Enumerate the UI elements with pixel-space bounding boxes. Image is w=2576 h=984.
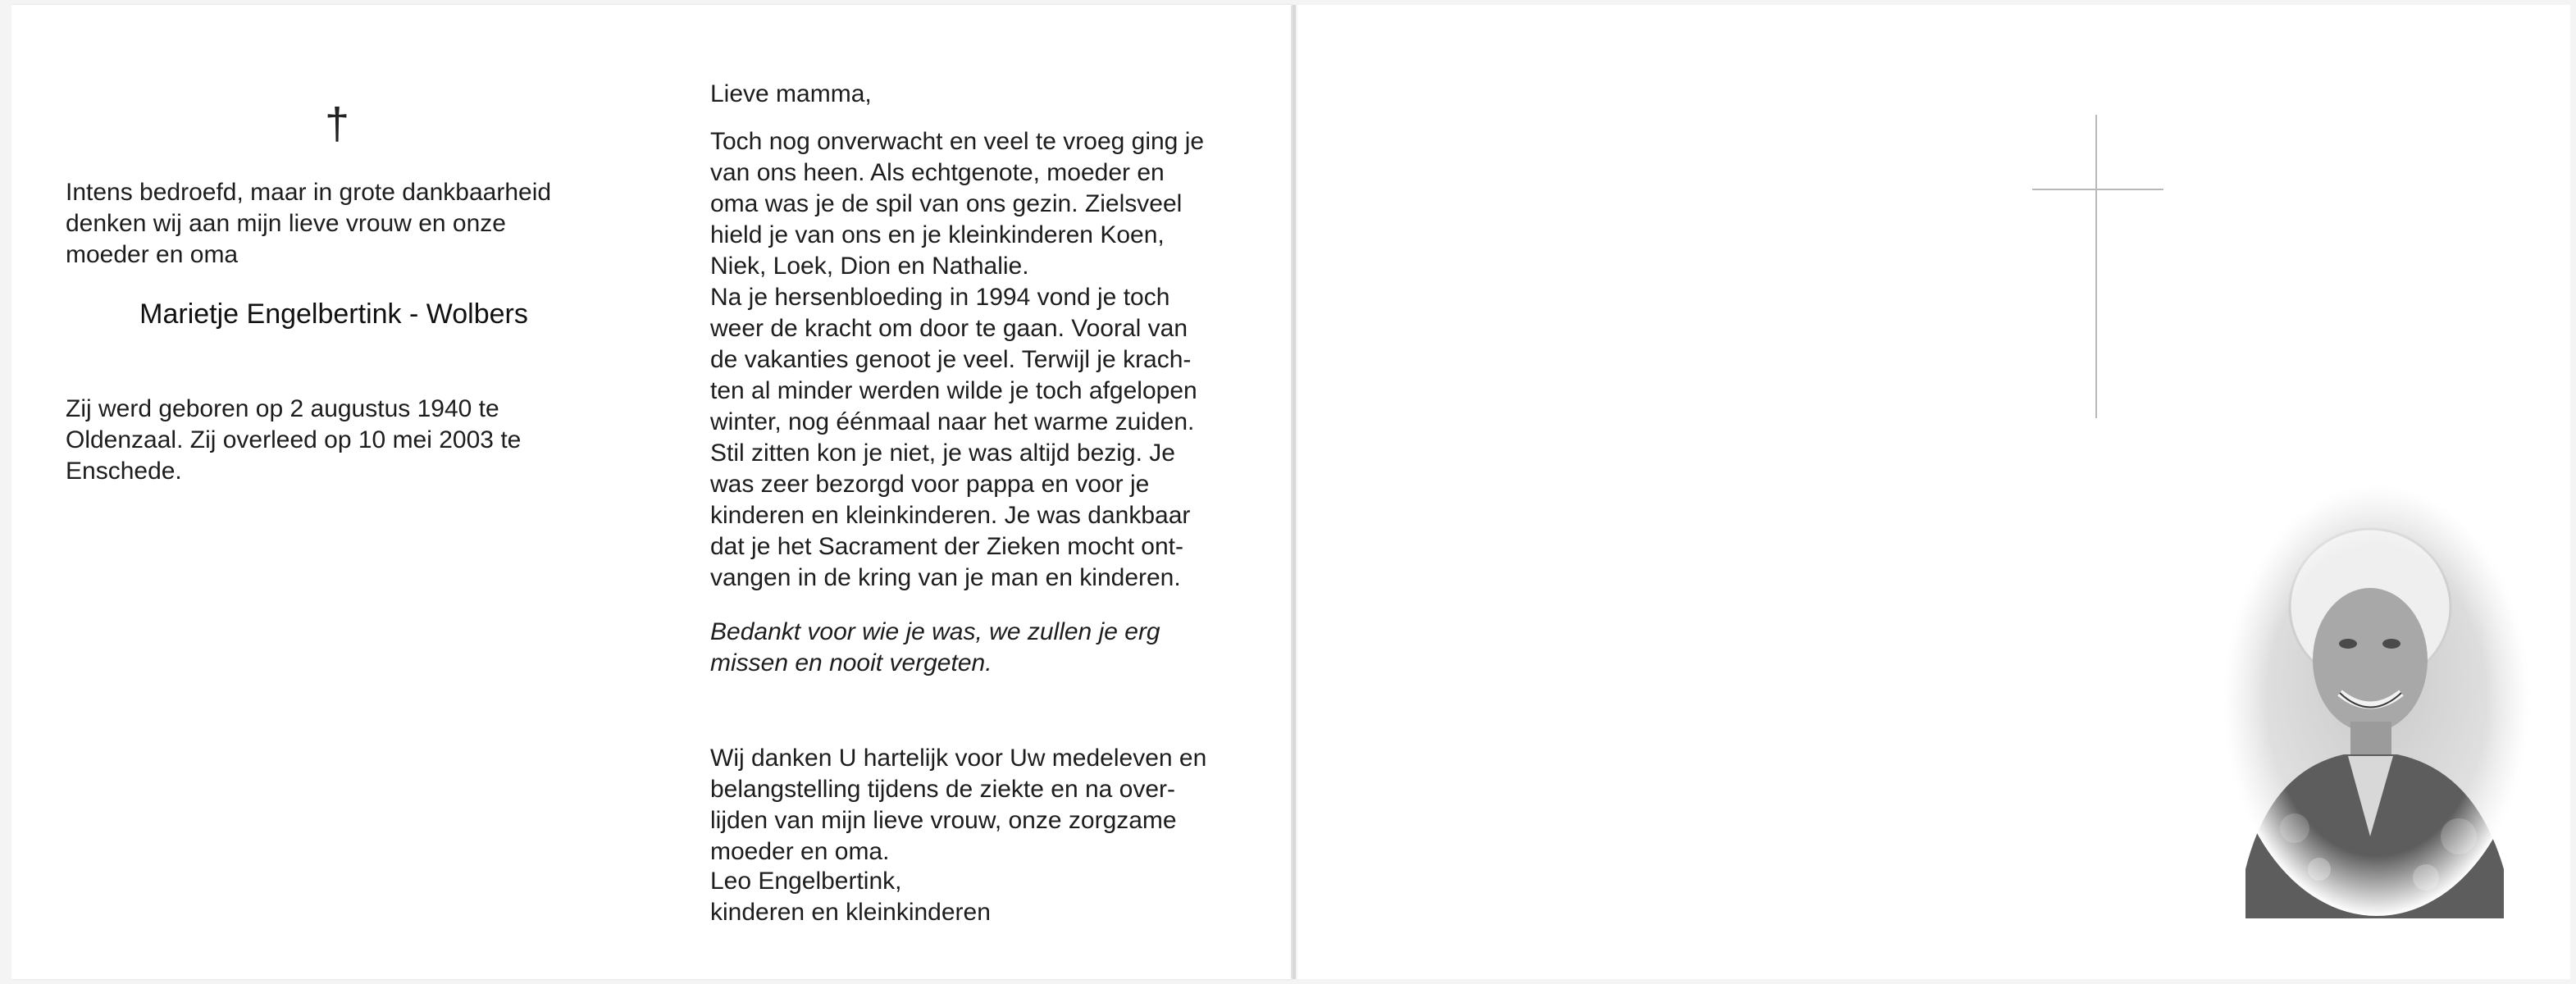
closing-line: Bedankt voor wie je was, we zullen je erg [710,618,1160,645]
signature-block [710,866,1247,928]
cross-icon: † [325,99,350,148]
signature-line: kinderen en kleinkinderen [710,899,991,926]
thanks-line: moeder en oma. [710,838,890,865]
letter-line: oma was je de spil van ons gezin. Zielsveel [710,190,1183,217]
cross-horizontal-bar [2032,189,2163,190]
letter-line: de vakanties genoot je veel. Terwijl je krach- [710,346,1192,373]
intro-text [66,177,602,271]
letter-line: van ons heen. Als echtgenote, moeder en [710,159,1165,186]
letter-body [710,126,1247,594]
letter-column [710,0,1247,974]
thanks-line: belangstelling tijdens de ziekte en na over- [710,776,1176,803]
letter-line: Toch nog onverwacht en veel te vroeg ging je [710,128,1205,155]
letter-line: Stil zitten kon je niet, je was altijd bezig. Je [710,440,1175,467]
cross-vertical-bar [2095,115,2097,418]
card-fold [1293,5,1296,979]
closing-quote [710,617,1247,679]
letter-line: ten al minder werden wilde je toch afgelopen [710,377,1197,404]
birth-death-text [66,394,602,487]
letter-line: weer de kracht om door te gaan. Vooral van [710,315,1188,342]
letter-line: hield je van ons en je kleinkinderen Koen, [710,221,1165,248]
thanks-line: Wij danken U hartelijk voor Uw medeleven en [710,745,1207,772]
thanks-text [710,743,1247,868]
letter-line: was zeer bezorgd voor pappa en voor je [710,471,1150,498]
left-column [66,0,602,974]
letter-line: winter, nog éénmaal naar het warme zuiden. [710,408,1195,435]
born-line: Oldenzaal. Zij overleed op 10 mei 2003 te [66,426,522,453]
letter-line: Na je hersenbloeding in 1994 vond je toch [710,284,1170,311]
born-line: Enschede. [66,458,182,485]
letter-line: dat je het Sacrament der Zieken mocht ont- [710,533,1183,560]
portrait-photo [2221,484,2533,918]
born-line: Zij werd geboren op 2 augustus 1940 te [66,395,499,422]
closing-line: missen en nooit vergeten. [710,649,992,676]
deceased-name: Marietje Engelbertink - Wolbers [139,298,528,330]
intro-line: denken wij aan mijn lieve vrouw en onze [66,210,506,237]
salutation: Lieve mamma, [710,80,872,107]
letter-line: Niek, Loek, Dion en Nathalie. [710,253,1029,280]
letter-line: vangen in de kring van je man en kinderen. [710,564,1181,591]
thanks-line: lijden van mijn lieve vrouw, onze zorgzame [710,807,1177,834]
cross-line-icon [2032,115,2163,418]
letter-line: kinderen en kleinkinderen. Je was dankbaar [710,502,1191,529]
intro-line: Intens bedroefd, maar in grote dankbaarheid [66,179,552,206]
intro-line: moeder en oma [66,241,239,268]
signature-line: Leo Engelbertink, [710,868,902,895]
